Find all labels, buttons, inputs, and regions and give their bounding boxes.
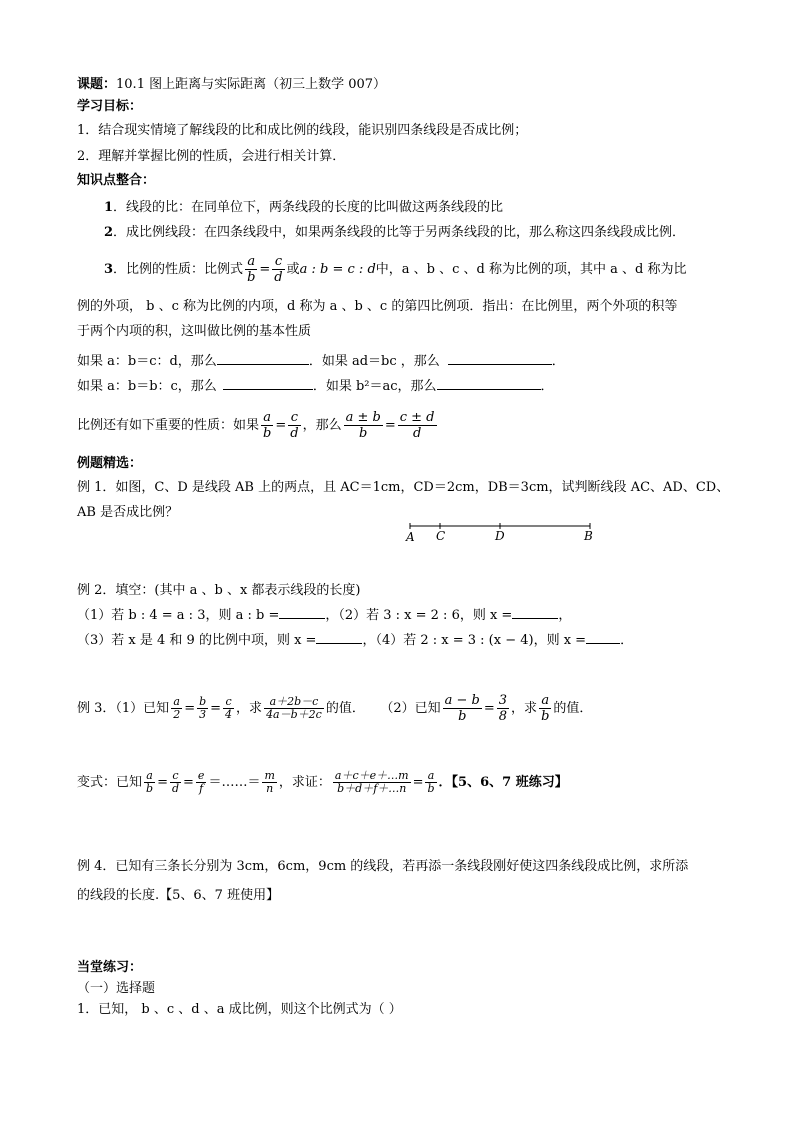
page-title — [77, 76, 386, 94]
practice-question-1: 1．已知， b 、c 、d 、a 成比例，则这个比例式为（ ） — [77, 1002, 402, 1017]
fraction: $\frac{a+c+e+\dots m}{b+d+f+\dots n}$ — [334, 769, 409, 795]
fraction: $\frac{c}{d}$ — [171, 769, 180, 795]
segment-diagram — [400, 520, 600, 544]
practice-subheading: （一）选择题 — [77, 981, 156, 996]
knowledge-item-1-text: ．线段的比：在同单位下，两条线段的长度的比叫做这两条线段的比 — [113, 200, 504, 215]
title-text: 10.1 图上距离与实际距离（初三上数学 007） — [116, 77, 387, 92]
practice-heading: 当堂练习： — [77, 960, 143, 975]
fraction: $\frac{a}{2}$ — [173, 695, 181, 721]
variant: 变式：已知 $\frac{a}{b}$ = $\frac{c}{d}$ = $\frac{e}{f}$ ＝……＝ $\frac{m}{n}$ ，求证： $\frac{a+c+e+\dots m}{b+d+f+\dots n}$ = $\frac{a}{b}$ ．【5、6、7 班练习】 — [77, 769, 568, 795]
point-label-a: A — [406, 530, 415, 544]
fraction: $\frac{a}{b}$ — [146, 769, 154, 795]
fraction: $\frac{a}{b}$ — [541, 693, 550, 724]
if-line-1: 如果 a：b＝c：d，那么 ．如果 ad＝bc ，那么 ． — [77, 354, 565, 369]
knowledge-item-2-text: ．成比例线段：在四条线段中，如果两条线段的比等于另两条线段的比，那么称这四条线段成比例． — [113, 225, 686, 240]
answer-blank[interactable] — [223, 377, 313, 390]
fraction: $\frac{a}{b}$ — [427, 769, 435, 795]
knowledge-item-1 — [104, 199, 503, 217]
title-label: 课题： — [77, 77, 117, 92]
fraction-c-d: $\frac{c}{d}$ — [290, 410, 299, 441]
example-2-line2: （1）若 b : 4 = a : 3，则 a : b = ，（2）若 3 : x = 2 : 6，则 x = ， — [77, 608, 572, 623]
fraction: $\frac{a - b}{b}$ — [444, 693, 480, 724]
knowledge-item-3-num: 3 — [104, 262, 114, 277]
answer-blank[interactable] — [437, 377, 541, 390]
knowledge-item-3-line3: 于两个内项的积，这叫做比例的基本性质 — [77, 324, 312, 339]
point-label-c: C — [436, 529, 446, 543]
examples-heading: 例题精选： — [77, 456, 143, 471]
if-line-2: 如果 a：b＝b：c，那么 ．如果 b²＝ac，那么 ． — [77, 379, 554, 394]
example-4-line1: 例 4．已知有三条长分别为 3cm，6cm，9cm 的线段，若再添一条线段刚好使这四条线段成比例，求所添 — [77, 859, 689, 874]
important-property: 比例还有如下重要的性质：如果 $\frac{a}{b}$ = $\frac{c}{d}$ ，那么 $\frac{a \pm b}{b}$ = $\frac{c \pm d}{d}$ — [77, 410, 435, 441]
example-4-line2: 的线段的长度.【5、6、7 班使用】 — [77, 888, 280, 903]
point-label-b: B — [584, 529, 593, 543]
answer-blank[interactable] — [217, 352, 309, 365]
knowledge-item-3: 3．比例的性质：比例式 $\frac{a}{b}$ = $\frac{c}{d}$ 或a : b = c : d中，a 、b 、c 、d 称为比例的项，其中 a 、d 称为比 — [104, 254, 687, 285]
fraction: $\frac{c}{4}$ — [225, 695, 233, 721]
fraction-c-d: $\frac{c}{d}$ — [274, 254, 283, 285]
knowledge-item-2-num: 2 — [104, 225, 114, 240]
answer-blank[interactable] — [586, 631, 620, 644]
fraction: $\frac{3}{8}$ — [498, 693, 508, 724]
knowledge-item-2 — [104, 224, 685, 242]
fraction-a-b: $\frac{a}{b}$ — [247, 254, 256, 285]
knowledge-item-3-prefix: ．比例的性质：比例式 — [113, 262, 244, 277]
example-2-line1: 例 2．填空：(其中 a 、b 、x 都表示线段的长度) — [77, 583, 361, 598]
answer-blank[interactable] — [512, 606, 558, 619]
knowledge-item-3-line2: 例的外项， b 、c 称为比例的内项，d 称为 a 、b 、c 的第四比例项．指出：在比例里，两个外项的积等 — [77, 299, 678, 314]
point-label-d: D — [495, 529, 505, 543]
knowledge-heading: 知识点整合： — [77, 173, 156, 188]
fraction-a-b: $\frac{a}{b}$ — [263, 410, 272, 441]
fraction: $\frac{b}{3}$ — [199, 695, 207, 721]
example-1-line2: AB 是否成比例？ — [77, 505, 179, 520]
fraction: $\frac{a+2b-c}{4a-b+2c}$ — [266, 695, 322, 721]
answer-blank[interactable] — [316, 631, 362, 644]
fraction: $\frac{e}{f}$ — [197, 769, 205, 795]
answer-blank[interactable] — [448, 352, 552, 365]
answer-blank[interactable] — [279, 606, 325, 619]
fraction-c-pm-d: $\frac{c \pm d}{d}$ — [399, 410, 435, 441]
example-3: 例 3．（1）已知 $\frac{a}{2}$ = $\frac{b}{3}$ = $\frac{c}{4}$ ，求 $\frac{a+2b-c}{4a-b+2c}$ 的值． （2）已知 $\frac{a - b}{b}$ = $\frac{3}{8}$ ，求 $\frac{a}{b}$ 的值． — [77, 693, 593, 724]
objectives-heading: 学习目标： — [77, 99, 143, 114]
ratio-text: a : b = c : d — [299, 262, 376, 277]
example-1-line1: 例 1．如图，C、D 是线段 AB 上的两点，且 AC＝1cm，CD＝2cm，DB＝3cm，试判断线段 AC、AD、CD、 — [77, 480, 730, 495]
knowledge-item-3-suffix: 中，a 、b 、c 、d 称为比例的项，其中 a 、d 称为比 — [375, 262, 687, 277]
knowledge-item-1-num: 1 — [104, 200, 114, 215]
fraction: $\frac{m}{n}$ — [264, 769, 275, 795]
example-2-line3: （3）若 x 是 4 和 9 的比例中项，则 x = ，（4）若 2 : x = 3 : (x − 4)，则 x = ． — [77, 633, 634, 648]
or-text: 或 — [286, 262, 300, 277]
objective-1: 1．结合现实情境了解线段的比和成比例的线段，能识别四条线段是否成比例； — [77, 123, 528, 138]
objective-2: 2．理解并掌握比例的性质，会进行相关计算． — [77, 149, 346, 164]
fraction-a-pm-b: $\frac{a \pm b}{b}$ — [345, 410, 381, 441]
